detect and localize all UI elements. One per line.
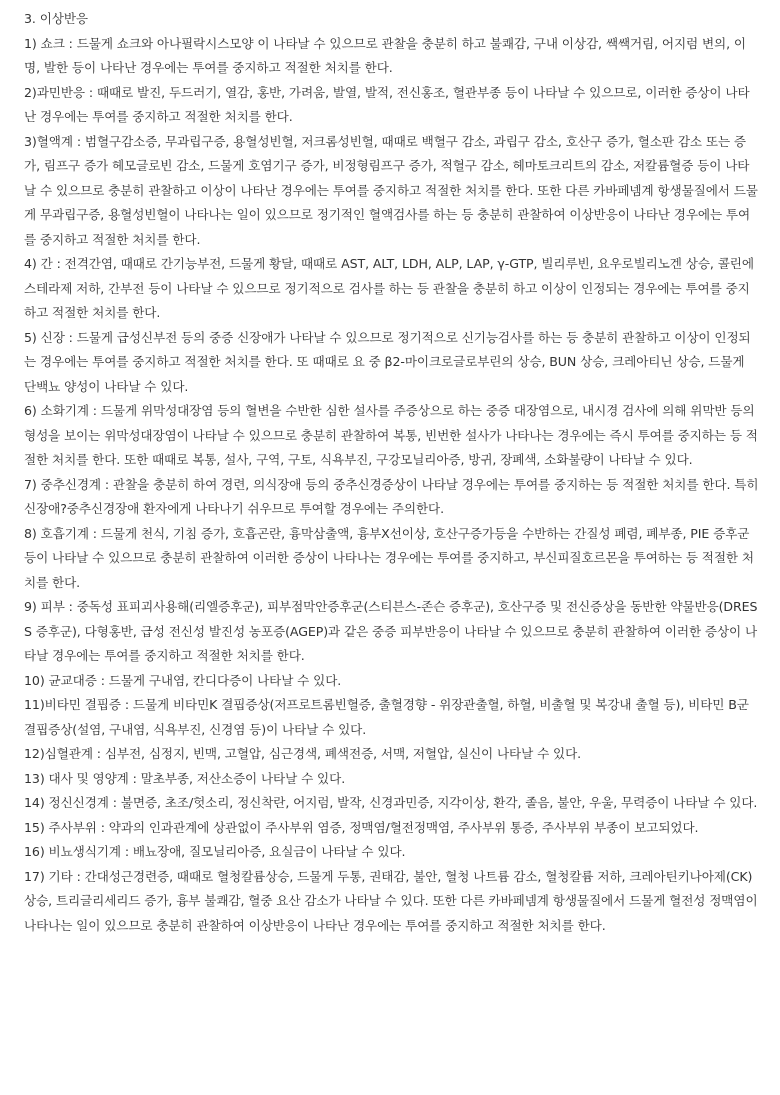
adverse-reaction-item: 11)비타민 결핍증 : 드물게 비타민K 결핍증상(저프로트롬빈혈증, 출혈경향 - 위장관출혈, 하혈, 비출혈 및 복강내 출혈 등), 비타민 B군 결핍증상(설염, 구내염, 식욕부진, 신경염 등)이 나타날 수 있다. — [24, 697, 749, 737]
adverse-reaction-item: 9) 피부 : 중독성 표피괴사용해(리엘증후군), 피부점막안증후군(스티븐스-존슨 증후군), 호산구증 및 전신증상을 동반한 약물반응(DRESS 증후군), 다형홍반, 급성 전신성 발진성 농포증(AGEP)과 같은 중증 피부반응이 나타날 수 있으므로 충분히 관찰하여 이러한 증상이 나타날 경우에는 투여를 중지하고 적절한 처치를 한다. — [24, 599, 758, 663]
adverse-reaction-item: 13) 대사 및 영양계 : 말초부종, 저산소증이 나타날 수 있다. — [24, 770, 346, 786]
adverse-reaction-item: 16) 비뇨생식기계 : 배뇨장애, 질모닐리아증, 요실금이 나타날 수 있다. — [24, 844, 406, 859]
adverse-reaction-item: 2)과민반응 : 때때로 발진, 두드러기, 열감, 홍반, 가려움, 발열, 발적, 전신홍조, 혈관부종 등이 나타날 수 있으므로, 이러한 증상이 나타난 경우에는 투여를 중지하고 적절한 처치를 한다. — [24, 84, 750, 124]
adverse-reaction-item: 7) 중추신경계 : 관찰을 충분히 하여 경련, 의식장애 등의 중추신경증상이 나타날 경우에는 투여를 중지하는 등 적절한 처치를 한다. 특히 신장애?중추신경장애 환자에게 나타나기 쉬우므로 투여할 경우에는 주의한다. — [24, 476, 759, 516]
adverse-reaction-item: 4) 간 : 전격간염, 때때로 간기능부전, 드물게 황달, 때때로 AST, ALT, LDH, ALP, LAP, γ-GTP, 빌리루빈, 요우로빌리노겐 상승, 콜린에스테라제 저하, 간부전 등이 나타날 수 있으므로 정기적으로 검사를 하는 등 관찰을 충분히 하고 이상이 인정되는 경우에는 투여를 중지하고 적절한 처치를 한다. — [24, 256, 754, 320]
adverse-reaction-item: 12)심혈관계 : 심부전, 심정지, 빈맥, 고혈압, 심근경색, 폐색전증, 서맥, 저혈압, 실신이 나타날 수 있다. — [24, 746, 582, 761]
adverse-reaction-item: 1) 쇼크 : 드물게 쇼크와 아나필락시스모양 이 나타날 수 있으므로 관찰을 충분히 하고 불쾌감, 구내 이상감, 쌕쌕거림, 어지럼 변의, 이명, 발한 등이 나타난 경우에는 투여를 중지하고 적절한 처치를 한다. — [24, 35, 746, 75]
adverse-reaction-item: 5) 신장 : 드물게 급성신부전 등의 중증 신장애가 나타날 수 있으므로 정기적으로 신기능검사를 하는 등 충분히 관찰하고 이상이 인정되는 경우에는 투여를 중지하고 적절한 처치를 한다. 또 때때로 요 중 β2-마이크로글로부린의 상승, BUN 상승, 크레아티닌 상승, 드물게 단백뇨 양성이 나타날 수 있다. — [24, 329, 751, 394]
adverse-reaction-item: 8) 호흡기계 : 드물게 천식, 기침 증가, 호흡곤란, 흉막삼출액, 흉부X선이상, 호산구증가등을 수반하는 간질성 폐렴, 폐부종, PIE 증후군 등이 나타날 수 있으므로 충분히 관찰하여 이러한 증상이 나타나는 경우에는 투여를 중지하고, 부신피질호르몬을 투여하는 등 적절한 처치를 한다. — [24, 525, 754, 590]
adverse-reaction-item: 15) 주사부위 : 약과의 인과관계에 상관없이 주사부위 염증, 정맥염/혈전정맥염, 주사부위 통증, 주사부위 부종이 보고되었다. — [24, 819, 699, 835]
section-title: 3. 이상반응 — [24, 11, 88, 26]
adverse-reaction-item: 10) 균교대증 : 드물게 구내염, 칸디다증이 나타날 수 있다. — [24, 672, 342, 688]
adverse-reaction-item: 17) 기타 : 간대성근경련증, 때때로 혈청칼륨상승, 드물게 두통, 권태감, 불안, 혈청 나트륨 감소, 혈청칼륨 저하, 크레아틴키나아제(CK) 상승, 트리글리세리드 증가, 흉부 불쾌감, 혈중 요산 감소가 나타날 수 있다. 또한 다른 카바페넴계 항생물질에서 드물게 혈전성 정맥염이 나타나는 일이 있으므로 충분히 관찰하여 이상반응이 나타난 경우에는 투여를 중지하고 적절한 처치를 한다. — [24, 868, 758, 933]
adverse-reaction-item: 6) 소화기계 : 드물게 위막성대장염 등의 혈변을 수반한 심한 설사를 주증상으로 하는 중증 대장염으로, 내시경 검사에 의해 위막반 등의 형성을 보이는 위막성대장염이 나타날 수 있으므로 충분히 관찰하여 복통, 빈번한 설사가 나타나는 경우에는 즉시 투여를 중지하는 등 적절한 처치를 한다. 또한 때때로 복통, 설사, 구역, 구토, 식욕부진, 구강모닐리아증, 방귀, 장폐색, 소화불량이 나타날 수 있다. — [24, 403, 758, 467]
adverse-reaction-item: 3)혈액계 : 범혈구감소증, 무과립구증, 용혈성빈혈, 저크롬성빈혈, 때때로 백혈구 감소, 과립구 감소, 호산구 증가, 혈소판 감소 또는 증가, 림프구 증가 헤모글로빈 감소, 드물게 호염기구 증가, 비정형림프구 증가, 적혈구 감소, 헤마토크리트의 감소, 저칼륨혈증 등이 나타날 수 있으므로 충분히 관찰하고 이상이 나타난 경우에는 투여를 중지하고 적절한 처치를 한다. 또한 다른 카바페넴계 항생물질에서 드물게 무과립구증, 용혈성빈혈이 나타나는 일이 있으므로 정기적인 혈액검사를 하는 등 충분히 관찰하여 이상반응이 나타난 경우에는 투여를 중지하고 적절한 처치를 한다. — [24, 133, 758, 247]
adverse-reaction-item: 14) 정신신경계 : 불면증, 초조/헛소리, 정신착란, 어지럼, 발작, 신경과민증, 지각이상, 환각, 졸음, 불안, 우울, 무력증이 나타날 수 있다. — [24, 795, 758, 810]
